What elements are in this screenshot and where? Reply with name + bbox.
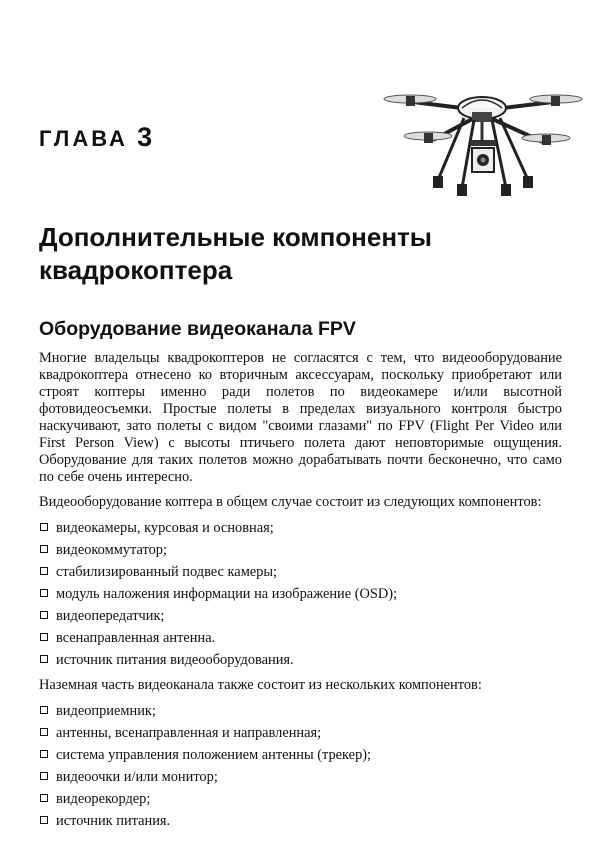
list-item-text: модуль наложения информации на изображение (OSD);: [56, 586, 398, 602]
list-item-text: всенаправленная антенна.: [56, 630, 216, 646]
checkbox-bullet-icon: [40, 772, 48, 780]
checkbox-bullet-icon: [40, 567, 48, 575]
list-item: [39, 766, 562, 788]
checkbox-bullet-icon: [40, 545, 48, 553]
chapter-title-line-2: квадрокоптера: [39, 255, 233, 285]
list-item-text: видеокоммутатор;: [56, 542, 167, 558]
list-item-text: видеопередатчик;: [56, 608, 165, 624]
list-item-text: видеорекордер;: [56, 791, 151, 807]
onboard-components-list: [39, 517, 562, 671]
list-item-text: видеоприемник;: [56, 703, 156, 719]
list-item-text: антенны, всенаправленная и направленная;: [56, 725, 322, 741]
list-item-text: видеоочки и/или монитор;: [56, 769, 218, 785]
body-text: [39, 350, 562, 838]
ground-components-lead: Наземная часть видеоканала также состоит из нескольких компонентов:: [39, 677, 482, 693]
list-item: [39, 744, 562, 766]
ground-components-list: [39, 700, 562, 832]
checkbox-bullet-icon: [40, 633, 48, 641]
list-item: [39, 517, 562, 539]
list-item-text: система управления положением антенны (трекер);: [56, 747, 372, 763]
chapter-title-line-1: Дополнительные компоненты: [39, 222, 432, 252]
onboard-components-lead: Видеооборудование коптера в общем случае состоит из следующих компонентов:: [39, 494, 542, 510]
quadcopter-drone-image: [378, 62, 583, 207]
chapter-number: 3: [137, 122, 153, 152]
checkbox-bullet-icon: [40, 706, 48, 714]
checkbox-bullet-icon: [40, 523, 48, 531]
checkbox-bullet-icon: [40, 794, 48, 802]
list-item: [39, 605, 562, 627]
chapter-heading: [39, 122, 152, 153]
list-item-text: стабилизированный подвес камеры;: [56, 564, 278, 580]
checkbox-bullet-icon: [40, 589, 48, 597]
list-item: [39, 649, 562, 671]
checkbox-bullet-icon: [40, 750, 48, 758]
intro-paragraph: Многие владельцы квадрокоптеров не согласятся с тем, что видеооборудование квадрокоптера отнесено ко вторичным аксессуарам, поскольку приобретают или строят коптеры именно ради полетов по видеокамере и/или высотной фотовидеосъемки. Простые полеты в пределах визуального контроля быстро наскучивают, зато полеты с видом "своими глазами" по FPV (Flight Per Video или First Person View) с высоты птичьего полета дают неповторимые ощущения. Оборудование для таких полетов можно дорабатывать почти бесконечно, что само по себе очень интересно.: [39, 350, 562, 485]
list-item: [39, 788, 562, 810]
section-heading: Оборудование видеоканала FPV: [39, 318, 356, 340]
list-item: [39, 627, 562, 649]
checkbox-bullet-icon: [40, 728, 48, 736]
chapter-label: ГЛАВА: [39, 126, 128, 151]
list-item: [39, 700, 562, 722]
list-item-text: источник питания.: [56, 813, 171, 829]
checkbox-bullet-icon: [40, 816, 48, 824]
chapter-title: [39, 221, 579, 287]
list-item-text: видеокамеры, курсовая и основная;: [56, 520, 274, 536]
checkbox-bullet-icon: [40, 655, 48, 663]
list-item: [39, 722, 562, 744]
list-item: [39, 539, 562, 561]
list-item-text: источник питания видеооборудования.: [56, 652, 294, 668]
list-item: [39, 810, 562, 832]
checkbox-bullet-icon: [40, 611, 48, 619]
list-item: [39, 583, 562, 605]
list-item: [39, 561, 562, 583]
